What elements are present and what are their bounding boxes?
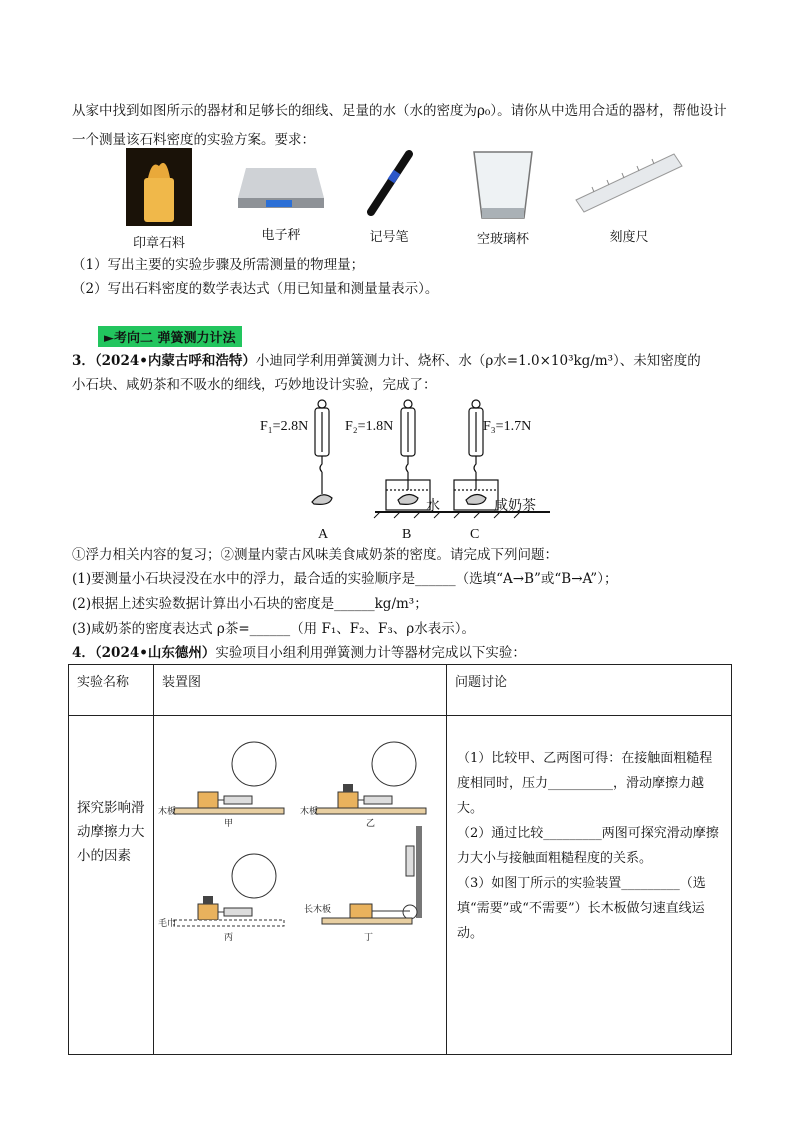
- header-name: 实验名称: [69, 665, 154, 716]
- q3-intro: ①浮力相关内容的复习；②测量内蒙古风味美食咸奶茶的密度。请完成下列问题：: [72, 547, 558, 563]
- label-b: B: [402, 527, 412, 542]
- q3-number: 3．: [72, 353, 95, 369]
- item-label: 空玻璃杯: [476, 232, 529, 247]
- discussion-cell: [447, 716, 732, 1055]
- q3-source: （2024•内蒙古呼和浩特）: [94, 353, 256, 369]
- long-board-label: 长木板: [304, 905, 332, 915]
- f1-label: F₁=2.8N: [260, 419, 309, 434]
- label-c: C: [470, 527, 480, 542]
- q3-stem: 小迪同学利用弹簧测力计、烧杯、水（ρ水=1.0×10³kg/m³）、未知密度的: [255, 353, 701, 369]
- header-figure: 装置图: [154, 665, 447, 716]
- requirement-2: （2）写出石料密度的数学表达式（用已知量和测量量表示）。: [72, 281, 439, 297]
- water-label: 水: [426, 499, 440, 514]
- fig-label-jia: 甲: [224, 819, 234, 829]
- fig-label-ding: 丁: [364, 933, 374, 943]
- item-glass: [448, 148, 558, 247]
- item-ruler: [574, 148, 684, 245]
- q4-stem-line: [72, 642, 526, 664]
- item-label: 印章石料: [132, 236, 185, 251]
- item-label: 记号笔: [369, 230, 409, 245]
- q3-stem-line1: [72, 350, 701, 372]
- discussion-1: （1）比较甲、乙两图可得：在接触面粗糙程度相同时，压力__________，滑动摩擦力越大。: [457, 751, 713, 816]
- q3-stem-line2: 小石块、咸奶茶和不吸水的细线，巧妙地设计实验，完成了：: [72, 377, 437, 393]
- item-marker: [334, 148, 444, 245]
- q3-sub1: (1)要测量小石块浸没在水中的浮力，最合适的实验顺序是______（选填“A→B”或“B→A”）；: [72, 571, 618, 587]
- q3-sub3: (3)咸奶茶的密度表达式 ρ茶=______（用 F₁、F₂、F₃、ρ水表示）。: [72, 621, 475, 637]
- tea-label: 咸奶茶: [494, 499, 536, 514]
- electronic-scale-icon: [236, 148, 326, 218]
- item-stone: [104, 148, 214, 251]
- board-label-yi: 木板: [300, 807, 319, 817]
- header-discussion: 问题讨论: [447, 665, 732, 716]
- f3-label: F₃=1.7N: [483, 419, 532, 434]
- marker-pen-icon: [359, 148, 419, 220]
- experiment-table: [68, 664, 732, 1055]
- equipment-row: [112, 148, 712, 251]
- q4-number: 4．: [72, 645, 95, 661]
- stone-seal-icon: [126, 148, 192, 226]
- f2-label: F₂=1.8N: [345, 419, 394, 434]
- fig-label-yi: 乙: [366, 819, 376, 829]
- friction-figure: [154, 716, 430, 974]
- spring-scale-figure: [250, 398, 560, 544]
- item-label: 刻度尺: [609, 230, 649, 245]
- item-label: 电子秤: [261, 228, 301, 243]
- friction-figure-cell: [154, 716, 447, 1055]
- glass-cup-icon: [468, 148, 538, 222]
- ruler-icon: [574, 148, 684, 220]
- q3-sub2: (2)根据上述实验数据计算出小石块的密度是______kg/m³；: [72, 596, 428, 612]
- section-tag: ►考向二 弹簧测力计法: [98, 326, 242, 347]
- label-a: A: [318, 527, 329, 542]
- fig-label-bing: 丙: [224, 933, 234, 943]
- towel-label: 毛巾: [158, 919, 177, 929]
- requirement-1: （1）写出主要的实验步骤及所需测量的物理量；: [72, 257, 365, 273]
- discussion-2: （2）通过比较_________两图可探究滑动摩擦力大小与接触面粗糙程度的关系。: [457, 826, 719, 866]
- item-scale: [226, 148, 336, 243]
- q4-stem: 实验项目小组利用弹簧测力计等器材完成以下实验：: [215, 645, 526, 661]
- q4-source: （2024•山东德州）: [94, 645, 216, 661]
- discussion-3: （3）如图丁所示的实验装置_________（选填“需要”或“不需要”）长木板做匀速直线运动。: [457, 876, 706, 941]
- intro-paragraph: 从家中找到如图所示的器材和足够长的细线、足量的水（水的密度为ρ₀）。请你从中选用合适的器材，帮他设计一个测量该石料密度的实验方案。要求：: [72, 103, 727, 148]
- board-label-jia: 木板: [158, 807, 177, 817]
- experiment-name: 探究影响滑动摩擦力大小的因素: [69, 716, 154, 1055]
